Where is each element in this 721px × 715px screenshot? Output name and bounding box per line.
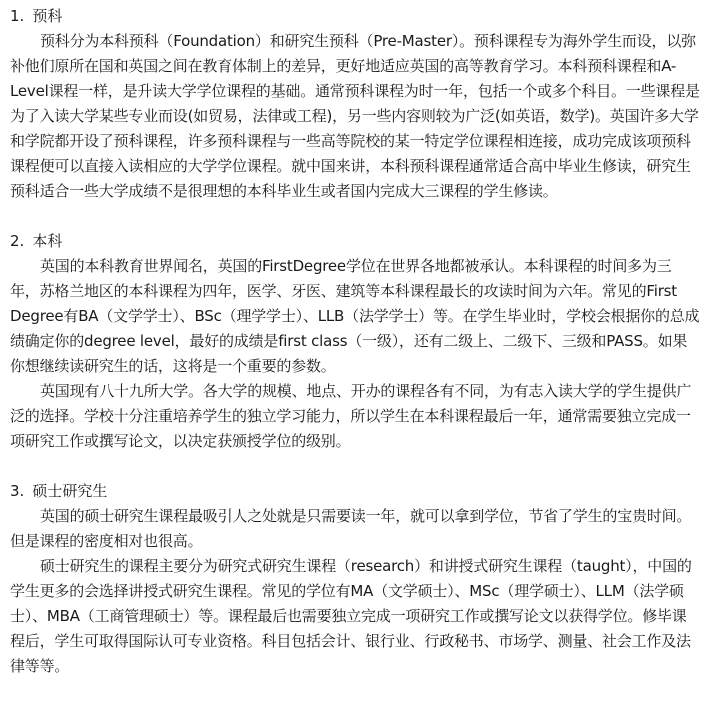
paragraph: 英国现有八十九所大学。各大学的规模、地点、开办的课程各有不同，为有志入读大学的学生提供广泛的选择。学校十分注重培养学生的独立学习能力，所以学生在本科课程最后一年，通常需要独立完成一项研究工作或撰写论文，以决定获颁授学位的级别。 bbox=[10, 382, 692, 450]
section-number: 3. bbox=[10, 482, 25, 500]
section-heading bbox=[10, 4, 701, 29]
section-undergraduate bbox=[10, 229, 701, 454]
section-heading bbox=[10, 229, 701, 254]
section-masters bbox=[10, 479, 701, 679]
paragraph: 预科分为本科预科（Foundation）和研究生预科（Pre-Master）。预科课程专为海外学生而设，以弥补他们原所在国和英国之间在教育体制上的差异，更好地适应英国的高等教育学习。本科预科课程和A-Level课程一样，是升读大学学位课程的基础。通常预科课程为时一年，包括一个或多个科目。一些课程是为了入读大学某些专业而设(如贸易，法律或工程)，另一些内容则较为广泛(如英语，数学)。英国许多大学和学院都开设了预科课程，许多预科课程与一些高等院校的某一特定学位课程相连接，成功完成该项预科课程便可以直接入读相应的大学学位课程。就中国来讲，本科预科课程通常适合高中毕业生修读，研究生预科适合一些大学成绩不是很理想的本科毕业生或者国内完成大三课程的学生修读。 bbox=[10, 32, 700, 200]
section-number: 1. bbox=[10, 7, 25, 25]
section-foundation bbox=[10, 4, 701, 204]
paragraph: 英国的硕士研究生课程最吸引人之处就是只需要读一年，就可以拿到学位，节省了学生的宝贵时间。但是课程的密度相对也很高。 bbox=[10, 507, 692, 550]
section-number: 2. bbox=[10, 232, 25, 250]
section-title: 预科 bbox=[32, 7, 63, 25]
paragraph: 英国的本科教育世界闻名，英国的FirstDegree学位在世界各地都被承认。本科课程的时间多为三年，苏格兰地区的本科课程为四年，医学、牙医、建筑等本科课程最长的攻读时间为六年。常见的First Degree有BA（文学学士）、BSc（理学学士）、LLB（法学学士）等。在学生毕业时，学校会根据你的总成绩确定你的degree level，最好的成绩是first class（一级），还有二级上、二级下、三级和PASS。如果你想继续读研究生的话，这将是一个重要的参数。 bbox=[10, 257, 700, 375]
paragraph: 硕士研究生的课程主要分为研究式研究生课程（research）和讲授式研究生课程（taught），中国的学生更多的会选择讲授式研究生课程。常见的学位有MA（文学硕士）、MSc（理学硕士）、LLM（法学硕士）、MBA（工商管理硕士）等。课程最后也需要独立完成一项研究工作或撰写论文以获得学位。修毕课程后，学生可取得国际认可专业资格。科目包括会计、银行业、行政秘书、市场学、测量、社会工作及法律等等。 bbox=[10, 557, 692, 675]
section-title: 硕士研究生 bbox=[32, 482, 108, 500]
section-title: 本科 bbox=[32, 232, 63, 250]
section-heading bbox=[10, 479, 701, 504]
